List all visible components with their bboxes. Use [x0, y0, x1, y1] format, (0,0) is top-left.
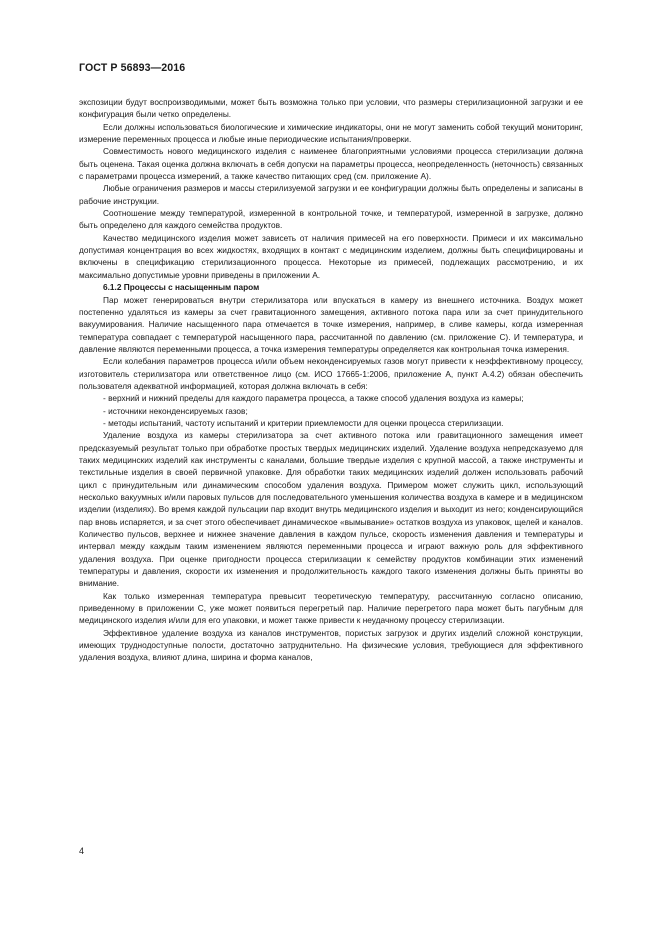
paragraph: Если должны использоваться биологические и химические индикаторы, они не могут заменить собой текущий мониторинг, измерение переменных процесса и любые иные периодические испытания/проверки. — [79, 121, 583, 145]
paragraph: экспозиции будут воспроизводимыми, может быть возможна только при условии, что размеры стерилизационной загрузки и ее конфигурация были четко определены. — [79, 97, 583, 120]
paragraph: Если колебания параметров процесса и/или объем неконденсируемых газов могут привести к неэффективному процессу, изготовитель стерилизатора или ответственное лицо (см. ИСО 17665-1:2006, приложение А, пункт А.4.2) обязан обеспечить пользователя адекватной информацией, которая должна включать в себя: — [79, 356, 583, 391]
paragraph: Соотношение между температурой, измеренной в контрольной точке, и температурой, измеренной в загрузке, должно быть определено для каждого семейства продуктов. — [79, 208, 583, 231]
list-item: - источники неконденсируемых газов; — [103, 405, 248, 416]
document-header: ГОСТ Р 56893—2016 — [79, 62, 186, 74]
paragraph: Удаление воздуха из камеры стерилизатора за счет активного потока или гравитационного замещения имеет предсказуемый результат только при обработке простых твердых медицинских изделий. Удаление воздуха непредсказуемо для таких медицинских изделий как инструменты с каналами, большие твердые изделия с крупной массой, а также инструменты и текстильные изделия в своей первичной упаковке. Для обработки таких медицинских изделий должен использовать рабочий цикл с принудительным или динамическим способом удаления воздуха. Примером может служить цикл, использующий несколько вакуумных и/или паровых пульсов для последовательного уменьшения количества воздуха в камере и в медицинском изделии (изделиях). Во время каждой пульсации пар входит внутрь медицинского изделия и выходит из него; конденсирующийся пар вновь испаряется, и за счет этого обеспечивает динамическое «вымывание» остатков воздуха из упаковок, щелей и каналов. Количество пульсов, верхнее и нижнее значение давления в каждом пульсе, скорость изменения давления и температуры и интервал между каждым таким изменением являются переменными процесса и играют важную роль для эффективного удаления воздуха. При оценке пригодности процесса стерилизации к семейству продуктов комбинации этих изменений температуры и давления, скорости их изменения и продолжительность каждого такого изменения должны быть приняты во внимание. — [79, 430, 583, 589]
list-item: - верхний и нижний пределы для каждого параметра процесса, а также способ удаления воздуха из камеры; — [103, 393, 524, 404]
paragraph: Совместимость нового медицинского изделия с наименее благоприятными условиями процесса стерилизации должна быть оценена. Такая оценка должна включать в себя допуски на параметры процесса, неопределенность (неточность) связанных с параметрами процесса измерений, а также качество питающих сред (см. приложение А). — [79, 146, 583, 182]
paragraph: Качество медицинского изделия может зависеть от наличия примесей на его поверхности. Примеси и их максимально допустимая концентрация во всех жидкостях, входящих в контакт с медицинским изделием, должны быть специфицированы и включены в спецификацию стерилизационного процесса. Некоторые из примесей, подлежащих рассмотрению, и их максимально допустимые уровни приведены в приложении А. — [79, 232, 583, 280]
list-item: - методы испытаний, частоту испытаний и критерии приемлемости для оценки процесса стерилизации. — [103, 417, 504, 428]
paragraph: Как только измеренная температура превысит теоретическую температуру, рассчитанную согласно описанию, приведенному в приложении С, уже может появиться перегретый пар. Наличие перегретого пара может быть пагубным для медицинского изделия и/или для его упаковки, и может также привести к неудачному процессу стерилизации. — [79, 590, 583, 626]
paragraph: Пар может генерироваться внутри стерилизатора или впускаться в камеру из внешнего источника. Воздух может постепенно удаляться из камеры за счет гравитационного замещения, активного потока пара или за счет принудительного вакуумирования. Наличие насыщенного пара отмечается в точке измерения, например, в сливе камеры, когда измеренная температура совпадает с температурой насыщенного пара, рассчитанной по давлению (см. приложение С). И температура, и давление являются переменными процесса, а точка измерения температуры определяется как контрольная точка измерения. — [79, 294, 583, 354]
body-text — [79, 96, 583, 664]
page-number: 4 — [79, 846, 85, 856]
section-heading: 6.1.2 Процессы с насыщенным паром — [103, 282, 260, 293]
paragraph: Любые ограничения размеров и массы стерилизуемой загрузки и ее конфигурации должны быть определены и записаны в рабочие инструкции. — [79, 183, 583, 206]
paragraph: Эффективное удаление воздуха из каналов инструментов, пористых загрузок и других изделий сложной конструкции, имеющих труднодоступные полости, достаточно затруднительно. На физические условия, требующиеся для эффективного удаления воздуха, влияют длина, ширина и форма каналов, — [79, 627, 583, 663]
